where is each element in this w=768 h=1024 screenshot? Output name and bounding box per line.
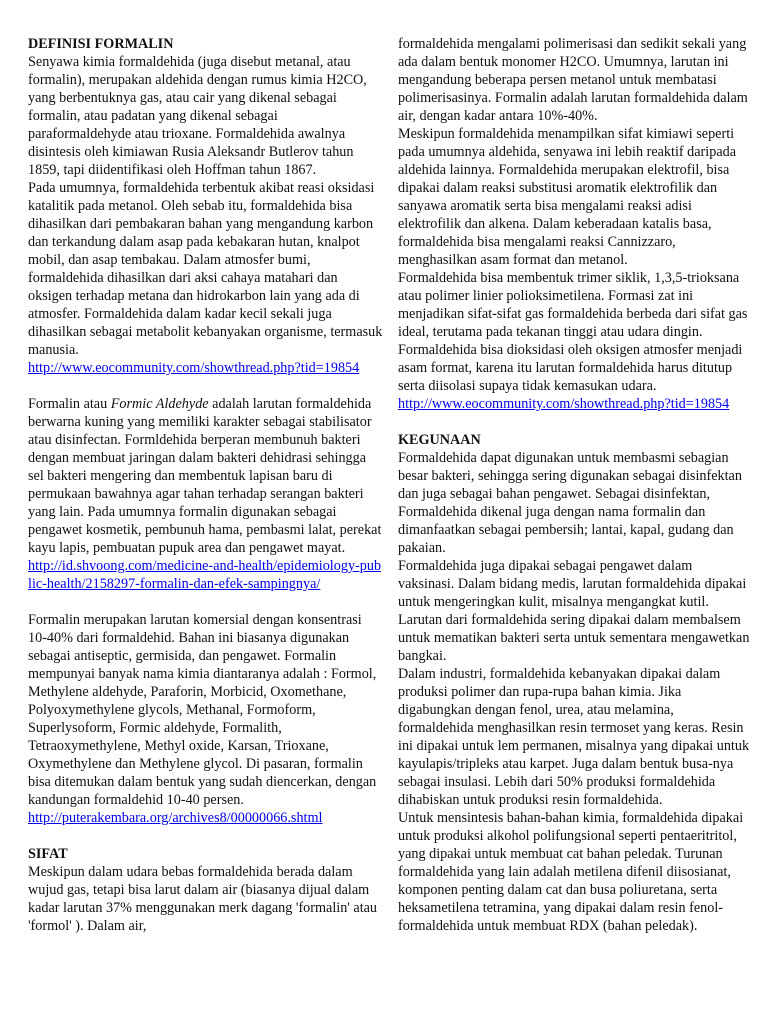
source-link-eocommunity-2[interactable]: http://www.eocommunity.com/showthread.php?tid=19854	[398, 396, 730, 412]
left-column	[28, 35, 384, 935]
paragraph-kegunaan-4: Untuk mensintesis bahan-bahan kimia, formaldehida dipakai untuk produksi alkohol polifungsional seperti pentaeritritol, yang dipakai untuk membuat cat bahan peledak. Turunan formaldehida yang lain adalah metilena difenil diisosianat, komponen penting dalam cat dan busa poliuretana, serta heksametilena tetramina, yang dipakai dalam resin fenol-formaldehida untuk membuat RDX (bahan peledak).	[398, 810, 744, 934]
spacer	[398, 413, 750, 431]
paragraph-kegunaan-2: Formaldehida juga dipakai sebagai pengawet dalam vaksinasi. Dalam bidang medis, larutan formaldehida dipakai untuk mengeringkan kulit, misalnya mengangkat kutil. Larutan dari formaldehida sering dipakai dalam membalsem untuk mematikan bakteri serta untuk sementara mengawetkan bangkai.	[398, 558, 750, 664]
paragraph-sifat-1-cont: formaldehida mengalami polimerisasi dan sedikit sekali yang ada dalam bentuk monomer H2CO. Umumnya, larutan ini mengandung beberapa persen metanol untuk membatasi polimerisasinya. Formalin adalah larutan formaldehida dalam air, dengan kadar antara 10%-40%.	[398, 36, 748, 124]
paragraph-komersial: Formalin merupakan larutan komersial dengan konsentrasi 10-40% dari formaldehid. Bahan ini biasanya digunakan sebagai antiseptic, germisida, dan pengawet. Formalin mempunyai banyak nama kimia diantaranya adalah : Formol, Methylene aldehyde, Paraforin, Morbicid, Oxomethane, Polyoxymethylene glycols, Methanal, Formoform, Superlysoform, Formic aldehyde, Formalith, Tetraoxymethylene, Methyl oxide, Karsan, Trioxane, Oxymethylene dan Methylene glycol. Di pasaran, formalin bisa ditemukan dalam bentuk yang sudah diencerkan, dengan kandungan formaldehid 10-40 persen.	[28, 612, 377, 808]
paragraph-definisi-1: Senyawa kimia formaldehida (juga disebut metanal, atau formalin), merupakan aldehida dengan rumus kimia H2CO, yang berbentuknya gas, atau cair yang dikenal sebagai formalin, atau padatan yang dikenal sebagai paraformaldehyde atau trioxane. Formaldehida awalnya disintesis oleh kimiawan Rusia Aleksandr Butlerov tahun 1859, tapi diidentifikasi oleh Hoffman tahun 1867.	[28, 54, 367, 178]
formalin-italic-term: Formic Aldehyde	[110, 396, 209, 412]
section-title-sifat: SIFAT	[28, 846, 68, 862]
spacer	[28, 377, 384, 395]
source-link-shvoong[interactable]: http://id.shvoong.com/medicine-and-health/epidemiology-public-health/2158297-formalin-dan-efek-sampingnya/	[28, 558, 382, 592]
right-column	[398, 35, 750, 935]
paragraph-kegunaan-1: Formaldehida dapat digunakan untuk membasmi sebagian besar bakteri, sehingga sering digunakan sebagai disinfektan dan juga sebagai bahan pengawet. Sebagai disinfektan, Formaldehida dikenal juga dengan nama formalin dan dimanfaatkan sebagai pembersih; lantai, kapal, gudang dan pakaian.	[398, 450, 742, 556]
formalin-text-post: adalah larutan formaldehida berwarna kuning yang memiliki karakter sebagai stabilisator atau disinfectan. Formldehida berperan membunuh bakteri dengan membuat jaringan dalam bakteri dehidrasi sehingga sel bakteri mengering dan membentuk lapisan baru di permukaan bawahnya agar tahan terhadap serangan bakteri yang lain. Pada umumnya formalin digunakan sebagai pengawet kosmetik, pembunuh hama, pembasmi lalat, perekat kayu lapis, pembuatan pupuk area dan pengawet mayat.	[28, 396, 382, 556]
paragraph-sifat-1: Meskipun dalam udara bebas formaldehida berada dalam wujud gas, tetapi bisa larut dalam air (biasanya dijual dalam kadar larutan 37% menggunakan merk dagang 'formalin' atau 'formol' ). Dalam air,	[28, 864, 378, 934]
spacer	[28, 827, 384, 845]
paragraph-sifat-4: Formaldehida bisa dioksidasi oleh oksigen atmosfer menjadi asam format, karena itu larutan formaldehida harus ditutup serta diisolasi supaya tidak kemasukan udara.	[398, 342, 743, 394]
paragraph-kegunaan-3: Dalam industri, formaldehida kebanyakan dipakai dalam produksi polimer dan rupa-rupa bahan kimia. Jika digabungkan dengan fenol, urea, atau melamina, formaldehida menghasilkan resin termoset yang keras. Resin ini dipakai untuk lem permanen, misalnya yang dipakai untuk kayulapis/tripleks atau karpet. Juga dalam bentuk busa-nya sebagai insulasi. Lebih dari 50% produksi formaldehida dihabiskan untuk produksi resin formaldehida.	[398, 666, 750, 808]
section-title-definisi: DEFINISI FORMALIN	[28, 36, 174, 52]
paragraph-sifat-2: Meskipun formaldehida menampilkan sifat kimiawi seperti pada umumnya aldehida, senyawa ini lebih reaktif daripada aldehida lainnya. Formaldehida merupakan elektrofil, bisa dipakai dalam reaksi substitusi aromatik elektrofilik dan sanyawa aromatik serta bisa mengalami reaksi adisi elektrofilik dan alkena. Dalam keberadaan katalis basa, formaldehida bisa mengalami reaksi Cannizzaro, menghasilkan asam format dan metanol.	[398, 126, 737, 268]
section-title-kegunaan: KEGUNAAN	[398, 432, 481, 448]
spacer	[28, 593, 384, 611]
formalin-text-pre: Formalin atau	[28, 396, 111, 412]
source-link-puterakembara[interactable]: http://puterakembara.org/archives8/00000066.shtml	[28, 810, 323, 826]
paragraph-definisi-2: Pada umumnya, formaldehida terbentuk akibat reasi oksidasi katalitik pada metanol. Oleh sebab itu, formaldehida bisa dihasilkan dari pembakaran bahan yang mengandung karbon dan terkandung dalam asap pada kebakaran hutan, knalpot mobil, dan asap tembakau. Dalam atmosfer bumi, formaldehida dihasilkan dari aksi cahaya matahari dan oksigen terhadap metana dan hidrokarbon lain yang ada di atmosfer. Formaldehida dalam kadar kecil sekali juga dihasilkan sebagai metabolit kebanyakan organisme, termasuk manusia.	[28, 180, 383, 358]
paragraph-formalin	[28, 395, 384, 557]
source-link-eocommunity-1[interactable]: http://www.eocommunity.com/showthread.php?tid=19854	[28, 360, 360, 376]
paragraph-sifat-3: Formaldehida bisa membentuk trimer siklik, 1,3,5-trioksana atau polimer linier polioksimetilena. Formasi zat ini menjadikan sifat-sifat gas formaldehida berbeda dari sifat gas ideal, terutama pada tekanan tinggi atau udara dingin.	[398, 270, 748, 340]
